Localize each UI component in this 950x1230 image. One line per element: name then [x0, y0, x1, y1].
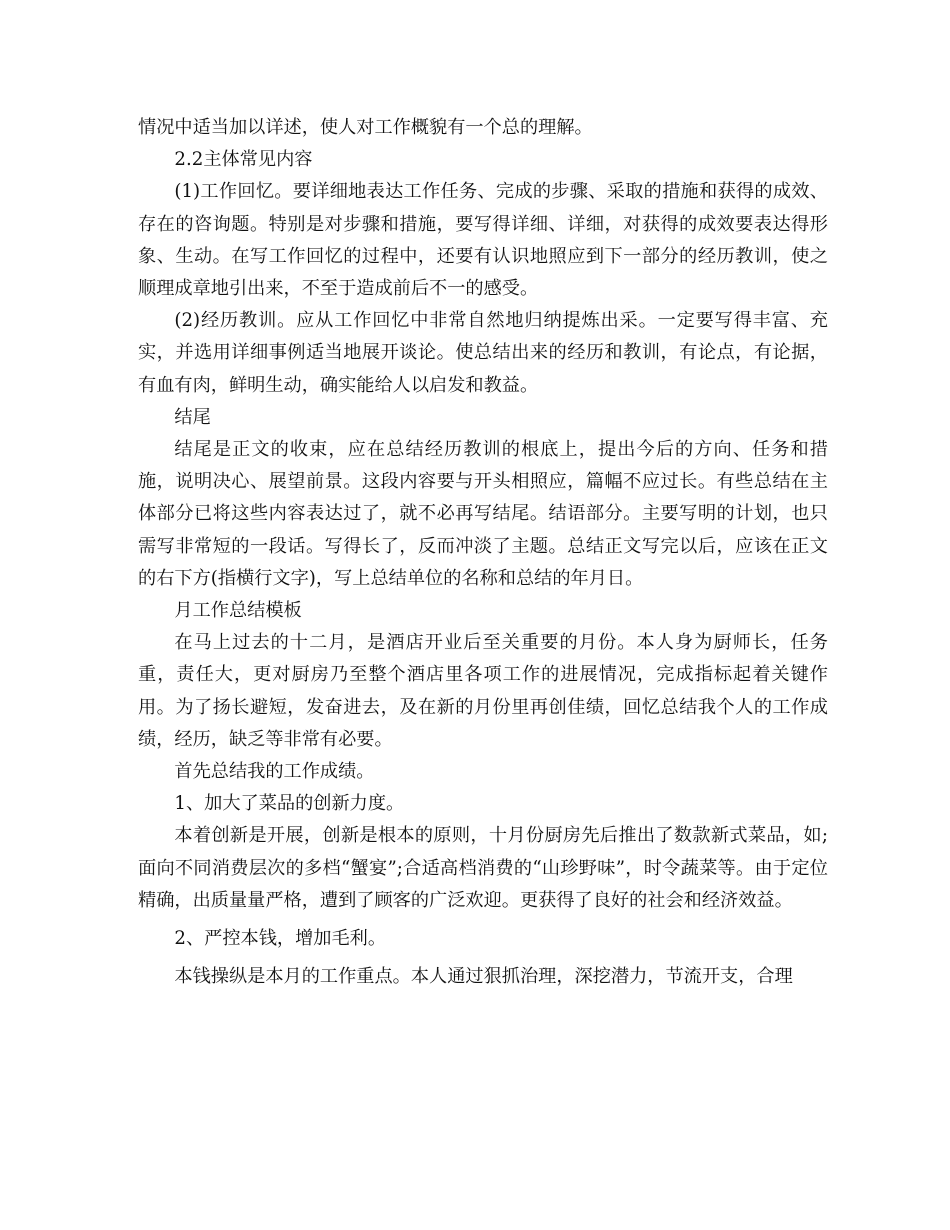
- paragraph-lessons: (2)经历教训。应从工作回忆中非常自然地归纳提炼出采。一定要写得丰富、充实，并选用详细事例适当地展开谈论。使总结出来的经历和教训，有论点，有论据，有血有肉，鲜明生动，确实能给人以启发和教益。: [138, 310, 828, 396]
- document-body: [138, 112, 828, 993]
- paragraph-work-review: (1)工作回忆。要详细地表达工作任务、完成的步骤、采取的措施和获得的成效、存在的咨询题。特别是对步骤和措施，要写得详细、详细，对获得的成效要表达得形象、生动。在写工作回忆的过程中，还要有认识地照应到下一部分的经历教训，使之顺理成章地引出来，不至于造成前后不一的感受。: [138, 181, 828, 300]
- paragraph-ending: 结尾是正文的收束，应在总结经历教训的根底上，提出今后的方向、任务和措施，说明决心、展望前景。这段内容要与开头相照应，篇幅不应过长。有些总结在主体部分已将这些内容表达过了，就不必再写结尾。结语部分。主要写明的计划，也只需写非常短的一段话。写得长了，反而冲淡了主题。总结正文写完以后，应该在正文的右下方(指横行文字)，写上总结单位的名称和总结的年月日。: [138, 439, 828, 589]
- section-heading-template: 月工作总结模板: [174, 600, 302, 622]
- paragraph-summary-start: 首先总结我的工作成绩。: [174, 761, 375, 783]
- paragraph-innovation: 本着创新是开展，创新是根本的原则，十月份厨房先后推出了数款新式菜品，如;面向不同消费层次的多档“蟹宴”;合适高档消费的“山珍野味”，时令蔬菜等。由于定位精确，出质量量严格，遭到了顾客的广泛欢迎。更获得了良好的社会和经济效益。: [138, 825, 828, 911]
- section-heading-main-content: 2.2主体常见内容: [174, 149, 313, 171]
- paragraph-intro: 在马上过去的十二月，是酒店开业后至关重要的月份。本人身为厨师长，任务重，责任大，更对厨房乃至整个酒店里各项工作的进展情况，完成指标起着关键作用。为了扬长避短，发奋进去，及在新的月份里再创佳绩，回忆总结我个人的工作成绩，经历，缺乏等非常有必要。: [138, 632, 828, 750]
- paragraph-cost-control: 本钱操纵是本月的工作重点。本人通过狠抓治理，深挖潜力，节流开支，合理: [174, 966, 793, 988]
- list-item-heading-1: 1、加大了菜品的创新力度。: [174, 793, 405, 815]
- section-heading-ending: 结尾: [174, 406, 211, 428]
- paragraph-continuation: 情况中适当加以详述，使人对工作概貌有一个总的理解。: [138, 117, 593, 138]
- list-item-heading-2: 2、严控本钱，增加毛利。: [174, 928, 387, 950]
